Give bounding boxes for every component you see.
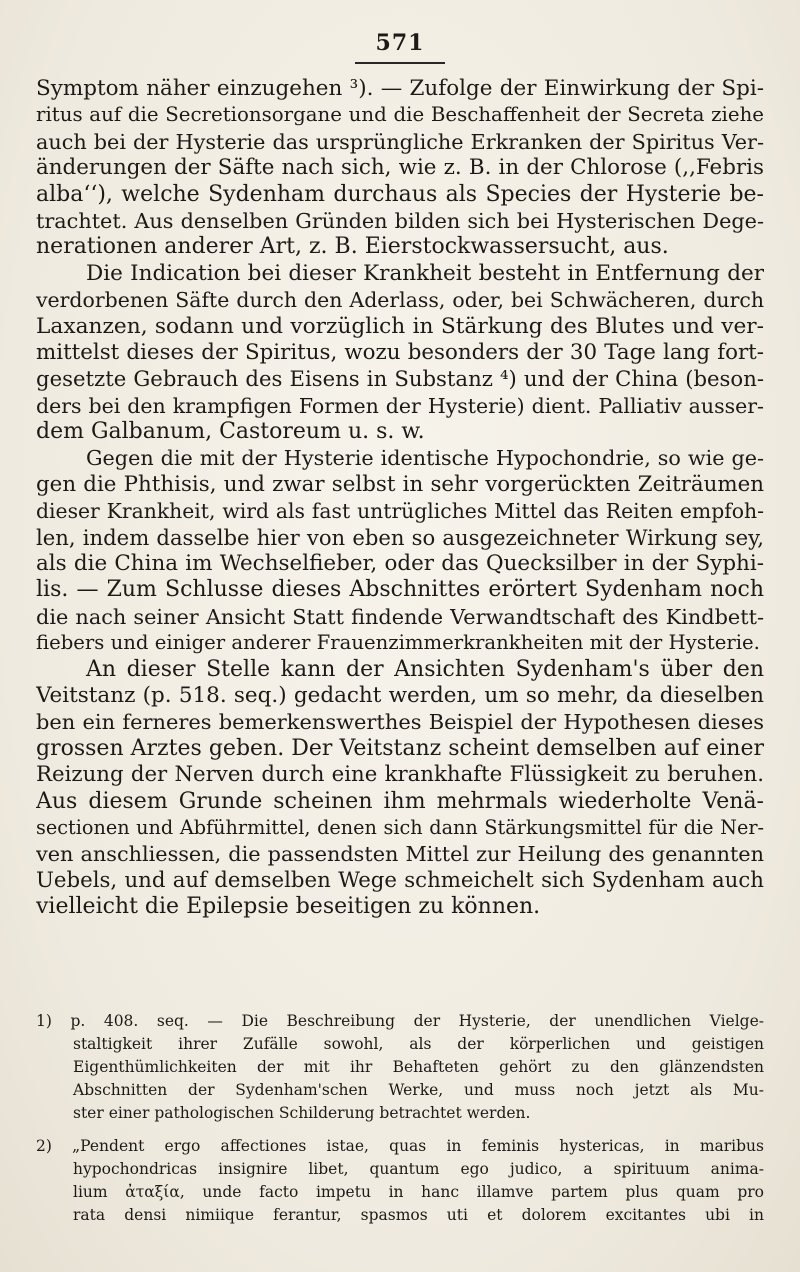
footnote-line: 2) „Pendent ergo affectiones istae, quas in feminis hystericas, in maribus bbox=[36, 1137, 764, 1155]
text-line: Veitstanz (p. 518. seq.) gedacht werden, um so mehr, da dieselben bbox=[36, 682, 764, 708]
text-line: ritus auf die Secretionsorgane und die Beschaffenheit der Secreta ziehe bbox=[36, 103, 764, 127]
text-line: Symptom näher einzugehen ³). — Zufolge der Einwirkung der Spi- bbox=[36, 76, 764, 101]
text-line: len, indem dasselbe hier von eben so ausgezeichneter Wirkung sey, bbox=[36, 524, 764, 550]
text-line: Uebels, und auf demselben Wege schmeichelt sich Sydenham auch bbox=[36, 867, 764, 893]
text-line: verdorbenen Säfte durch den Aderlass, oder, bei Schwächeren, durch bbox=[36, 288, 764, 313]
page-number: 571 bbox=[375, 30, 425, 56]
text-line: fiebers und einiger anderer Frauenzimmerkrankheiten mit der Hysterie. bbox=[36, 631, 760, 655]
text-line: dieser Krankheit, wird als fast untrügliches Mittel das Reiten empfoh- bbox=[36, 499, 764, 524]
text-line: Gegen die mit der Hysterie identische Hypochondrie, so wie ge- bbox=[86, 446, 764, 471]
footnote-gap bbox=[36, 1125, 764, 1135]
text-line: mittelst dieses der Spiritus, wozu besonders der 30 Tage lang fort- bbox=[36, 339, 764, 365]
footnote-line: lium ἀταξία, unde facto impetu in hanc illamve partem plus quam pro bbox=[73, 1183, 764, 1201]
text-line: Aus diesem Grunde scheinen ihm mehrmals wiederholte Venä- bbox=[36, 788, 764, 814]
footnote-line: Eigenthümlichkeiten der mit ihr Behafteten gehört zu den glänzendsten bbox=[73, 1058, 764, 1076]
text-line: als die China im Wechselfieber, oder das Quecksilber in der Syphi- bbox=[36, 551, 764, 577]
text-line: gen die Phthisis, und zwar selbst in sehr vorgerückten Zeiträumen bbox=[36, 471, 764, 497]
text-line: ders bei den krampfigen Formen der Hysterie) dient. Palliativ ausser- bbox=[36, 393, 764, 418]
text-line: vielleicht die Epilepsie beseitigen zu können. bbox=[36, 894, 541, 920]
text-line: ven anschliessen, die passendsten Mittel zur Heilung des genannten bbox=[36, 842, 764, 867]
text-line: ben ein ferneres bemerkenswerthes Beispiel der Hypothesen dieses bbox=[36, 710, 764, 735]
footnote-line: 1) p. 408. seq. — Die Beschreibung der Hysterie, der unendlichen Vielge- bbox=[36, 1012, 764, 1030]
footnote-line: hypochondricas insignire libet, quantum ego judico, a spirituum anima- bbox=[73, 1160, 764, 1178]
text-line: trachtet. Aus denselben Gründen bilden sich bei Hysterischen Dege- bbox=[36, 208, 764, 233]
text-line: nerationen anderer Art, z. B. Eierstockwassersucht, aus. bbox=[36, 234, 669, 260]
text-line: grossen Arztes geben. Der Veitstanz scheint demselben auf einer bbox=[36, 735, 764, 761]
footnote-line: rata densi nimiique ferantur, spasmos uti et dolorem excitantes ubi in bbox=[73, 1206, 764, 1224]
text-line: dem Galbanum, Castoreum u. s. w. bbox=[36, 419, 425, 445]
footnotes bbox=[36, 1010, 764, 1227]
footnote-line: Abschnitten der Sydenham'schen Werke, und muss noch jetzt als Mu- bbox=[73, 1081, 764, 1099]
footnote-line: staltigkeit ihrer Zufälle sowohl, als der körperlichen und geistigen bbox=[73, 1035, 764, 1053]
text-line: gesetzte Gebrauch des Eisens in Substanz ⁴) und der China (beson- bbox=[36, 366, 764, 392]
text-line: änderungen der Säfte nach sich, wie z. B. in der Chlorose (,,Febris bbox=[36, 155, 764, 181]
main-text bbox=[36, 76, 764, 921]
footnote-line: ster einer pathologischen Schilderung betrachtet werden. bbox=[73, 1104, 531, 1122]
text-line: Reizung der Nerven durch eine krankhafte Flüssigkeit zu beruhen. bbox=[36, 762, 764, 788]
text-line: alba‘‘), welche Sydenham durchaus als Species der Hysterie be- bbox=[36, 181, 764, 207]
text-line: sectionen und Abführmittel, denen sich dann Stärkungsmittel für die Ner- bbox=[36, 815, 764, 839]
text-line: lis. — Zum Schlusse dieses Abschnittes erörtert Sydenham noch bbox=[36, 577, 764, 603]
page-number-rule bbox=[355, 62, 445, 64]
text-line: An dieser Stelle kann der Ansichten Sydenham's über den bbox=[86, 656, 764, 682]
text-line: Laxanzen, sodann und vorzüglich in Stärkung des Blutes und ver- bbox=[36, 313, 764, 339]
text-line: auch bei der Hysterie das ursprüngliche Erkranken der Spiritus Ver- bbox=[36, 129, 764, 154]
text-line: die nach seiner Ansicht Statt findende Verwandtschaft des Kindbett- bbox=[36, 604, 764, 629]
text-line: Die Indication bei dieser Krankheit besteht in Entfernung der bbox=[86, 260, 764, 286]
